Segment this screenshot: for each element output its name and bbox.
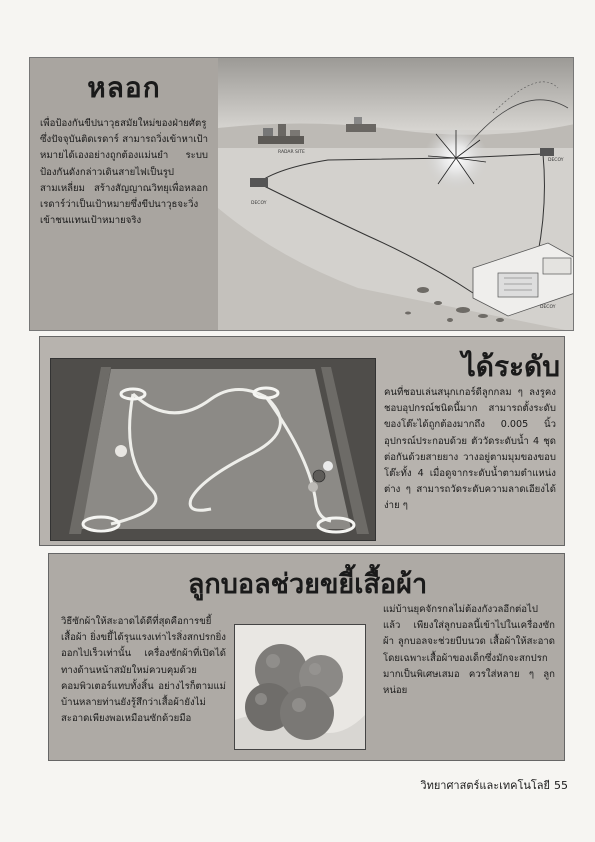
laundry-balls [245,644,343,740]
pool-table-photo [50,358,376,541]
sky [218,58,574,130]
level-panel [39,336,565,546]
decoy-label-right: DECOY [548,158,564,163]
journal-name: วิทยาศาสตร์และเทคโนโลยี [420,779,550,792]
laundry-panel [48,553,565,761]
decoy-panel [29,57,574,331]
decoy-body: เพื่อป้องกันขีปนาวุธสมัยใหม่ของฝ่ายศัตรูซึ่งปัจจุบันติดเรดาร์ สามารถวิ่งเข้าหาเป้าหมายได้เองอย่างถูกต้องแม่นยำ ระบบป้องกันดังกล่าวเดินสายไฟเป็นรูปสามเหลี่ยม สร้างสัญญาณวิทยุเพื่อหลอกเรดาร์ว่าเป็นเป้าหมายซึ่งขีปนาวุธจะวิ่งเข้าชนแทนเป้าหมายจริง [40,118,208,227]
level-title: ได้ระดับ [461,350,560,383]
decoy-illustration [218,58,574,331]
decoy-label-launcher: DECOY [540,305,556,310]
page-number: 55 [554,779,568,792]
radar-site-label: RADAR SITE [278,150,305,155]
laundry-title: ลูกบอลช่วยขยี้เสื้อผ้า [187,569,428,600]
decoy-label-left: DECOY [251,201,267,206]
decoy-title: หลอก [87,71,161,104]
level-body: คนที่ชอบเล่นสนุกเกอร์ดีลูกกลม ๆ ลงรูคงชอบอุปกรณ์ชนิดนี้มาก สามารถตั้งระดับของโต๊ะได้ถูกต้องมากถึง 0.005 นิ้ว อุปกรณ์ประกอบด้วย ตัววัดระดับน้ำ 4 ชุดต่อกันด้วยสายยาง วางอยู่ตามมุมของขอบโต๊ะทั้ง 4 เมื่อดูจากระดับน้ำตามตำแหน่งต่าง ๆ สามารถวัดระดับความลาดเอียงได้ง่าย ๆ [384,387,556,512]
laundry-body-left: วิธีซักผ้าให้สะอาดได้ดีที่สุดคือการขยี้เสื้อผ้า ยิ่งขยี้ได้รุนแรงเท่าไรสิ่งสกปรกยิ่งออกไปเร็วเท่านั้น เครื่องซักผ้าที่เปิดได้ทางด้านหน้าสมัยใหม่ควบคุมด้วยคอมพิวเตอร์แทบทั้งสิ้น อย่างไรก็ตามแม่บ้านหลายท่านยังรู้สึกว่าเสื้อผ้ายังไม่สะอาดเพียงพอเหมือนซักด้วยมือ [61,616,226,725]
laundry-balls-photo [234,624,366,750]
decoy-text-column [30,58,218,331]
laundry-body-right: แม่บ้านยุคจักรกลไม่ต้องกังวลอีกต่อไปแล้ว เพียงใส่ลูกบอลนี้เข้าไปในเครื่องซักผ้า ลูกบอลจะช่วยบีบนวด เสื้อผ้าให้สะอาด โดยเฉพาะเสื้อผ้าของเด็กซึ่งมักจะสกปรกมากเป็นพิเศษเสมอ ควรใส่หลาย ๆ ลูกหน่อย [383,604,555,697]
page-footer [340,776,568,794]
